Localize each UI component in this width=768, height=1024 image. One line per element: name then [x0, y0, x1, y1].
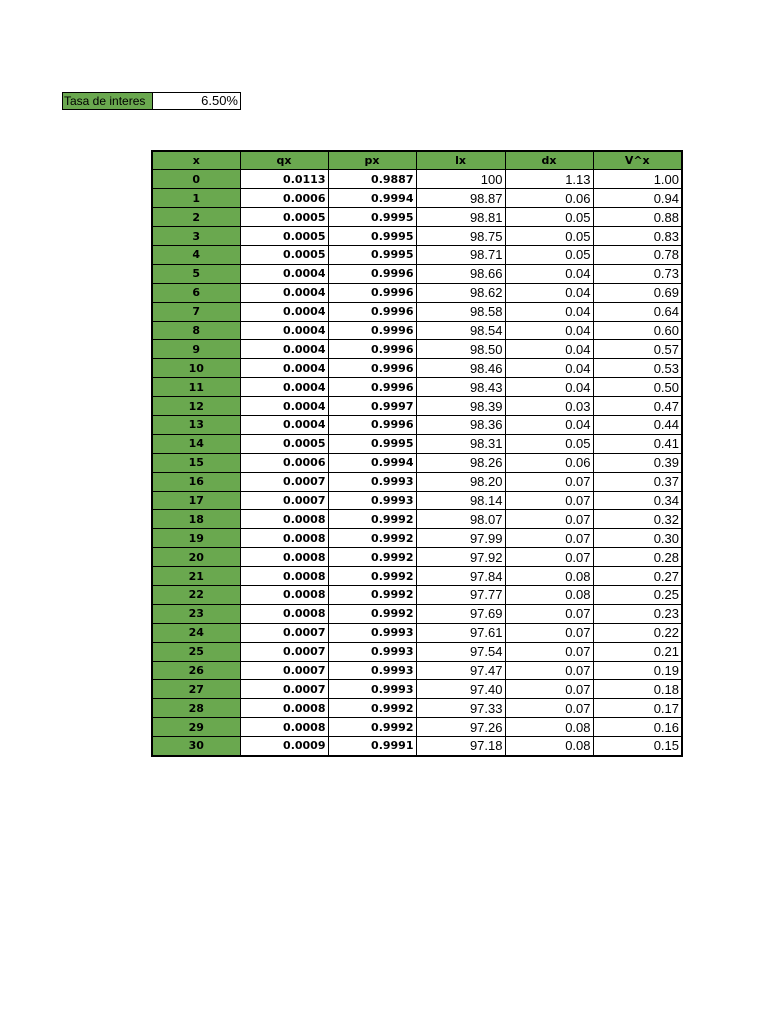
cell-dx[interactable]: 0.07 — [505, 491, 593, 510]
cell-px[interactable]: 0.9992 — [328, 604, 416, 623]
cell-vx[interactable]: 1.00 — [593, 170, 682, 189]
cell-vx[interactable]: 0.21 — [593, 642, 682, 661]
cell-vx[interactable]: 0.34 — [593, 491, 682, 510]
table-row — [152, 340, 682, 359]
header-px: px — [328, 151, 416, 170]
cell-px[interactable]: 0.9996 — [328, 302, 416, 321]
cell-x[interactable]: 15 — [152, 453, 240, 472]
cell-x[interactable]: 17 — [152, 491, 240, 510]
table-row — [152, 283, 682, 302]
table-row — [152, 321, 682, 340]
cell-vx[interactable]: 0.83 — [593, 227, 682, 246]
cell-x[interactable]: 18 — [152, 510, 240, 529]
cell-x[interactable]: 28 — [152, 699, 240, 718]
cell-qx[interactable]: 0.0004 — [240, 321, 328, 340]
cell-dx[interactable]: 0.07 — [505, 623, 593, 642]
header-dx: dx — [505, 151, 593, 170]
table-row — [152, 378, 682, 397]
cell-dx[interactable]: 0.07 — [505, 604, 593, 623]
cell-x[interactable]: 9 — [152, 340, 240, 359]
cell-qx[interactable]: 0.0005 — [240, 434, 328, 453]
cell-qx[interactable]: 0.0008 — [240, 699, 328, 718]
cell-dx[interactable]: 0.04 — [505, 283, 593, 302]
cell-qx[interactable]: 0.0008 — [240, 510, 328, 529]
table-row — [152, 359, 682, 378]
table-row — [152, 415, 682, 434]
cell-x[interactable]: 30 — [152, 737, 240, 756]
cell-qx[interactable]: 0.0004 — [240, 397, 328, 416]
cell-vx[interactable]: 0.69 — [593, 283, 682, 302]
cell-x[interactable]: 0 — [152, 170, 240, 189]
cell-qx[interactable]: 0.0113 — [240, 170, 328, 189]
cell-qx[interactable]: 0.0004 — [240, 378, 328, 397]
cell-vx[interactable]: 0.22 — [593, 623, 682, 642]
cell-x[interactable]: 24 — [152, 623, 240, 642]
cell-lx[interactable]: 97.26 — [416, 718, 505, 737]
cell-px[interactable]: 0.9995 — [328, 227, 416, 246]
cell-qx[interactable]: 0.0008 — [240, 585, 328, 604]
cell-x[interactable]: 23 — [152, 604, 240, 623]
cell-x[interactable]: 3 — [152, 227, 240, 246]
cell-px[interactable]: 0.9996 — [328, 359, 416, 378]
cell-lx[interactable]: 98.07 — [416, 510, 505, 529]
cell-dx[interactable]: 0.08 — [505, 585, 593, 604]
table-row — [152, 699, 682, 718]
cell-x[interactable]: 22 — [152, 585, 240, 604]
cell-lx[interactable]: 98.81 — [416, 208, 505, 227]
cell-dx[interactable]: 0.04 — [505, 415, 593, 434]
header-qx: qx — [240, 151, 328, 170]
cell-x[interactable]: 12 — [152, 397, 240, 416]
cell-lx[interactable]: 97.99 — [416, 529, 505, 548]
cell-px[interactable]: 0.9995 — [328, 245, 416, 264]
cell-lx[interactable]: 98.43 — [416, 378, 505, 397]
cell-qx[interactable]: 0.0005 — [240, 208, 328, 227]
cell-vx[interactable]: 0.23 — [593, 604, 682, 623]
table-row — [152, 434, 682, 453]
cell-lx[interactable]: 98.66 — [416, 264, 505, 283]
header-vx: V^x — [593, 151, 682, 170]
cell-dx[interactable]: 0.04 — [505, 264, 593, 283]
cell-px[interactable]: 0.9993 — [328, 623, 416, 642]
table-row — [152, 585, 682, 604]
interest-rate-box — [62, 92, 241, 110]
cell-dx[interactable]: 0.07 — [505, 680, 593, 699]
cell-dx[interactable]: 0.07 — [505, 472, 593, 491]
cell-lx[interactable]: 98.26 — [416, 453, 505, 472]
cell-px[interactable]: 0.9996 — [328, 321, 416, 340]
cell-x[interactable]: 21 — [152, 567, 240, 586]
cell-px[interactable]: 0.9992 — [328, 585, 416, 604]
cell-vx[interactable]: 0.27 — [593, 567, 682, 586]
table-row — [152, 302, 682, 321]
cell-dx[interactable]: 0.05 — [505, 245, 593, 264]
cell-qx[interactable]: 0.0005 — [240, 245, 328, 264]
cell-dx[interactable]: 0.04 — [505, 359, 593, 378]
cell-lx[interactable]: 98.54 — [416, 321, 505, 340]
cell-qx[interactable]: 0.0004 — [240, 415, 328, 434]
cell-vx[interactable]: 0.47 — [593, 397, 682, 416]
cell-lx[interactable]: 97.69 — [416, 604, 505, 623]
cell-dx[interactable]: 0.08 — [505, 737, 593, 756]
cell-dx[interactable]: 0.07 — [505, 510, 593, 529]
cell-lx[interactable]: 98.46 — [416, 359, 505, 378]
cell-dx[interactable]: 0.05 — [505, 227, 593, 246]
cell-qx[interactable]: 0.0004 — [240, 340, 328, 359]
cell-x[interactable]: 26 — [152, 661, 240, 680]
cell-lx[interactable]: 97.92 — [416, 548, 505, 567]
table-row — [152, 623, 682, 642]
cell-dx[interactable]: 0.08 — [505, 567, 593, 586]
cell-vx[interactable]: 0.44 — [593, 415, 682, 434]
cell-px[interactable]: 0.9993 — [328, 661, 416, 680]
cell-vx[interactable]: 0.15 — [593, 737, 682, 756]
cell-x[interactable]: 16 — [152, 472, 240, 491]
cell-lx[interactable]: 97.33 — [416, 699, 505, 718]
cell-dx[interactable]: 0.04 — [505, 321, 593, 340]
cell-lx[interactable]: 98.36 — [416, 415, 505, 434]
cell-vx[interactable]: 0.28 — [593, 548, 682, 567]
cell-lx[interactable]: 97.84 — [416, 567, 505, 586]
cell-px[interactable]: 0.9992 — [328, 718, 416, 737]
cell-lx[interactable]: 97.47 — [416, 661, 505, 680]
cell-lx[interactable]: 98.62 — [416, 283, 505, 302]
cell-px[interactable]: 0.9887 — [328, 170, 416, 189]
cell-dx[interactable]: 0.06 — [505, 453, 593, 472]
table-row — [152, 567, 682, 586]
cell-vx[interactable]: 0.41 — [593, 434, 682, 453]
cell-lx[interactable]: 98.71 — [416, 245, 505, 264]
table-row — [152, 208, 682, 227]
cell-dx[interactable]: 1.13 — [505, 170, 593, 189]
cell-qx[interactable]: 0.0007 — [240, 472, 328, 491]
cell-dx[interactable]: 0.05 — [505, 434, 593, 453]
cell-qx[interactable]: 0.0006 — [240, 453, 328, 472]
cell-dx[interactable]: 0.07 — [505, 529, 593, 548]
table-row — [152, 604, 682, 623]
cell-px[interactable]: 0.9994 — [328, 189, 416, 208]
cell-qx[interactable]: 0.0007 — [240, 642, 328, 661]
cell-lx[interactable]: 97.40 — [416, 680, 505, 699]
cell-qx[interactable]: 0.0008 — [240, 548, 328, 567]
cell-dx[interactable]: 0.07 — [505, 548, 593, 567]
cell-vx[interactable]: 0.32 — [593, 510, 682, 529]
cell-x[interactable]: 29 — [152, 718, 240, 737]
cell-vx[interactable]: 0.30 — [593, 529, 682, 548]
cell-lx[interactable]: 97.18 — [416, 737, 505, 756]
cell-qx[interactable]: 0.0007 — [240, 623, 328, 642]
cell-px[interactable]: 0.9992 — [328, 548, 416, 567]
table-row — [152, 529, 682, 548]
cell-lx[interactable]: 98.58 — [416, 302, 505, 321]
cell-lx[interactable]: 98.50 — [416, 340, 505, 359]
cell-px[interactable]: 0.9996 — [328, 415, 416, 434]
cell-x[interactable]: 19 — [152, 529, 240, 548]
cell-x[interactable]: 25 — [152, 642, 240, 661]
cell-vx[interactable]: 0.53 — [593, 359, 682, 378]
cell-dx[interactable]: 0.08 — [505, 718, 593, 737]
cell-lx[interactable]: 97.54 — [416, 642, 505, 661]
cell-dx[interactable]: 0.07 — [505, 699, 593, 718]
cell-lx[interactable]: 97.77 — [416, 585, 505, 604]
cell-px[interactable]: 0.9996 — [328, 378, 416, 397]
table-row — [152, 661, 682, 680]
cell-px[interactable]: 0.9993 — [328, 491, 416, 510]
table-row — [152, 453, 682, 472]
cell-lx[interactable]: 97.61 — [416, 623, 505, 642]
cell-vx[interactable]: 0.60 — [593, 321, 682, 340]
table-row — [152, 548, 682, 567]
cell-lx[interactable]: 98.31 — [416, 434, 505, 453]
cell-px[interactable]: 0.9993 — [328, 680, 416, 699]
cell-qx[interactable]: 0.0008 — [240, 718, 328, 737]
cell-lx[interactable]: 98.75 — [416, 227, 505, 246]
cell-dx[interactable]: 0.05 — [505, 208, 593, 227]
table-row — [152, 718, 682, 737]
cell-dx[interactable]: 0.07 — [505, 661, 593, 680]
cell-x[interactable]: 11 — [152, 378, 240, 397]
cell-px[interactable]: 0.9996 — [328, 264, 416, 283]
cell-qx[interactable]: 0.0005 — [240, 227, 328, 246]
table-row — [152, 264, 682, 283]
cell-lx[interactable]: 98.14 — [416, 491, 505, 510]
cell-dx[interactable]: 0.04 — [505, 340, 593, 359]
cell-dx[interactable]: 0.06 — [505, 189, 593, 208]
cell-x[interactable]: 7 — [152, 302, 240, 321]
cell-vx[interactable]: 0.57 — [593, 340, 682, 359]
cell-qx[interactable]: 0.0006 — [240, 189, 328, 208]
table-row — [152, 510, 682, 529]
table-body — [152, 170, 682, 756]
cell-vx[interactable]: 0.88 — [593, 208, 682, 227]
cell-qx[interactable]: 0.0004 — [240, 283, 328, 302]
cell-qx[interactable]: 0.0007 — [240, 680, 328, 699]
cell-lx[interactable]: 98.20 — [416, 472, 505, 491]
cell-px[interactable]: 0.9994 — [328, 453, 416, 472]
interest-rate-value[interactable]: 6.50% — [153, 93, 240, 109]
table-row — [152, 472, 682, 491]
table-row — [152, 680, 682, 699]
cell-qx[interactable]: 0.0004 — [240, 264, 328, 283]
cell-vx[interactable]: 0.50 — [593, 378, 682, 397]
cell-px[interactable]: 0.9995 — [328, 434, 416, 453]
cell-qx[interactable]: 0.0009 — [240, 737, 328, 756]
header-lx: lx — [416, 151, 505, 170]
cell-px[interactable]: 0.9997 — [328, 397, 416, 416]
table-row — [152, 227, 682, 246]
cell-qx[interactable]: 0.0008 — [240, 529, 328, 548]
cell-lx[interactable]: 98.87 — [416, 189, 505, 208]
cell-qx[interactable]: 0.0007 — [240, 661, 328, 680]
cell-px[interactable]: 0.9992 — [328, 699, 416, 718]
cell-vx[interactable]: 0.78 — [593, 245, 682, 264]
cell-vx[interactable]: 0.25 — [593, 585, 682, 604]
cell-px[interactable]: 0.9996 — [328, 283, 416, 302]
cell-x[interactable]: 5 — [152, 264, 240, 283]
cell-x[interactable]: 14 — [152, 434, 240, 453]
table-row — [152, 397, 682, 416]
cell-vx[interactable]: 0.64 — [593, 302, 682, 321]
cell-qx[interactable]: 0.0007 — [240, 491, 328, 510]
cell-x[interactable]: 20 — [152, 548, 240, 567]
cell-lx[interactable]: 98.39 — [416, 397, 505, 416]
table-row — [152, 491, 682, 510]
cell-x[interactable]: 13 — [152, 415, 240, 434]
cell-qx[interactable]: 0.0004 — [240, 359, 328, 378]
cell-x[interactable]: 8 — [152, 321, 240, 340]
header-x: x — [152, 151, 240, 170]
cell-dx[interactable]: 0.03 — [505, 397, 593, 416]
cell-x[interactable]: 27 — [152, 680, 240, 699]
cell-x[interactable]: 10 — [152, 359, 240, 378]
cell-qx[interactable]: 0.0008 — [240, 567, 328, 586]
cell-px[interactable]: 0.9996 — [328, 340, 416, 359]
cell-x[interactable]: 6 — [152, 283, 240, 302]
cell-px[interactable]: 0.9992 — [328, 529, 416, 548]
cell-qx[interactable]: 0.0004 — [240, 302, 328, 321]
table-row — [152, 189, 682, 208]
cell-vx[interactable]: 0.19 — [593, 661, 682, 680]
cell-qx[interactable]: 0.0008 — [240, 604, 328, 623]
header-row — [152, 151, 682, 170]
table-row — [152, 170, 682, 189]
cell-x[interactable]: 2 — [152, 208, 240, 227]
cell-px[interactable]: 0.9992 — [328, 510, 416, 529]
table-row — [152, 245, 682, 264]
cell-px[interactable]: 0.9993 — [328, 642, 416, 661]
cell-lx[interactable]: 100 — [416, 170, 505, 189]
cell-x[interactable]: 1 — [152, 189, 240, 208]
mortality-table — [151, 150, 683, 757]
cell-px[interactable]: 0.9991 — [328, 737, 416, 756]
cell-px[interactable]: 0.9993 — [328, 472, 416, 491]
cell-vx[interactable]: 0.17 — [593, 699, 682, 718]
table-row — [152, 737, 682, 756]
cell-vx[interactable]: 0.39 — [593, 453, 682, 472]
interest-rate-label: Tasa de interes — [63, 93, 153, 109]
cell-px[interactable]: 0.9995 — [328, 208, 416, 227]
cell-vx[interactable]: 0.94 — [593, 189, 682, 208]
cell-x[interactable]: 4 — [152, 245, 240, 264]
cell-dx[interactable]: 0.04 — [505, 378, 593, 397]
cell-px[interactable]: 0.9992 — [328, 567, 416, 586]
cell-dx[interactable]: 0.07 — [505, 642, 593, 661]
cell-dx[interactable]: 0.04 — [505, 302, 593, 321]
cell-vx[interactable]: 0.37 — [593, 472, 682, 491]
table-row — [152, 642, 682, 661]
cell-vx[interactable]: 0.73 — [593, 264, 682, 283]
cell-vx[interactable]: 0.18 — [593, 680, 682, 699]
cell-vx[interactable]: 0.16 — [593, 718, 682, 737]
